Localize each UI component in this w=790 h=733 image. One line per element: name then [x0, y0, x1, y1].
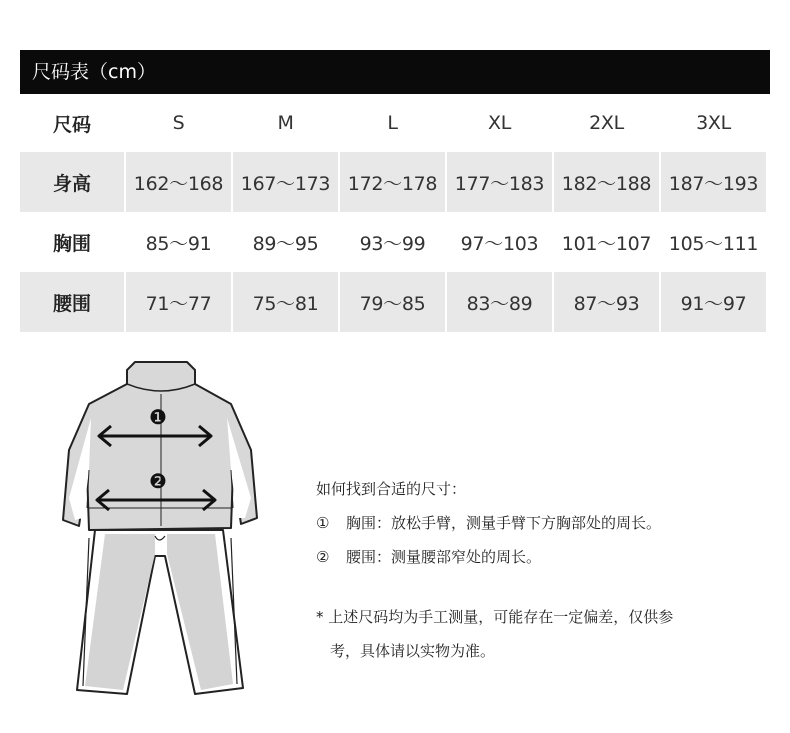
size-col-m: M — [277, 112, 294, 134]
chest-value: 85～91 — [145, 232, 212, 255]
height-label: 身高 — [20, 152, 124, 212]
waist-value: 91～97 — [661, 272, 766, 332]
guide-note-line2 — [316, 640, 756, 662]
size-col-3xl: 3XL — [696, 112, 731, 134]
waist-value: 87～93 — [554, 272, 659, 332]
waist-value: 75～81 — [233, 272, 338, 332]
height-value: 187～193 — [661, 152, 766, 212]
chest-value: 101～107 — [561, 232, 652, 255]
guide-item-chest — [316, 512, 756, 534]
waist-label: 腰围 — [20, 272, 124, 332]
size-chart-title: 尺码表（cm） — [20, 50, 770, 94]
guide-item-text: 腰围：测量腰部窄处的周长。 — [346, 548, 542, 566]
height-value: 182～188 — [554, 152, 659, 212]
number-two-icon: ❷ — [149, 469, 167, 493]
height-row — [20, 152, 766, 212]
pants-outline — [77, 530, 243, 694]
waist-value: 83～89 — [447, 272, 552, 332]
circled-two-icon: ② — [316, 548, 330, 566]
guide-note-text: 考，具体请以实物为准。 — [330, 642, 496, 660]
size-col-xl: XL — [487, 112, 511, 134]
guide-note-line1: * 上述尺码均为手工测量，可能存在一定偏差，仅供参 — [316, 608, 674, 626]
chest-value: 89～95 — [252, 232, 319, 255]
measurement-guide — [316, 478, 756, 662]
guide-item-waist — [316, 546, 756, 568]
waist-value: 79～85 — [340, 272, 445, 332]
height-value: 167～173 — [233, 152, 338, 212]
guide-item-text: 胸围：放松手臂，测量手臂下方胸部处的周长。 — [346, 514, 662, 532]
chest-label: 胸围 — [52, 232, 91, 255]
garment-illustration — [55, 358, 265, 703]
chest-value: 105～111 — [668, 232, 759, 255]
height-value: 177～183 — [447, 152, 552, 212]
size-col-l: L — [387, 112, 398, 134]
guide-heading: 如何找到合适的尺寸： — [316, 480, 467, 498]
jacket-outline — [63, 362, 257, 530]
height-value: 172～178 — [340, 152, 445, 212]
number-one-icon: ❶ — [149, 405, 167, 429]
size-col-s: S — [172, 112, 185, 134]
height-value: 162～168 — [126, 152, 231, 212]
size-col-2xl: 2XL — [589, 112, 624, 134]
tracksuit-outline — [55, 358, 265, 703]
circled-one-icon: ① — [316, 514, 330, 532]
waist-row — [20, 272, 766, 332]
size-header-label: 尺码 — [52, 113, 91, 136]
size-header-row — [20, 94, 766, 152]
chest-value: 93～99 — [359, 232, 426, 255]
chest-value: 97～103 — [460, 232, 539, 255]
chest-row — [20, 212, 766, 272]
size-table — [18, 94, 768, 332]
waist-value: 71～77 — [126, 272, 231, 332]
